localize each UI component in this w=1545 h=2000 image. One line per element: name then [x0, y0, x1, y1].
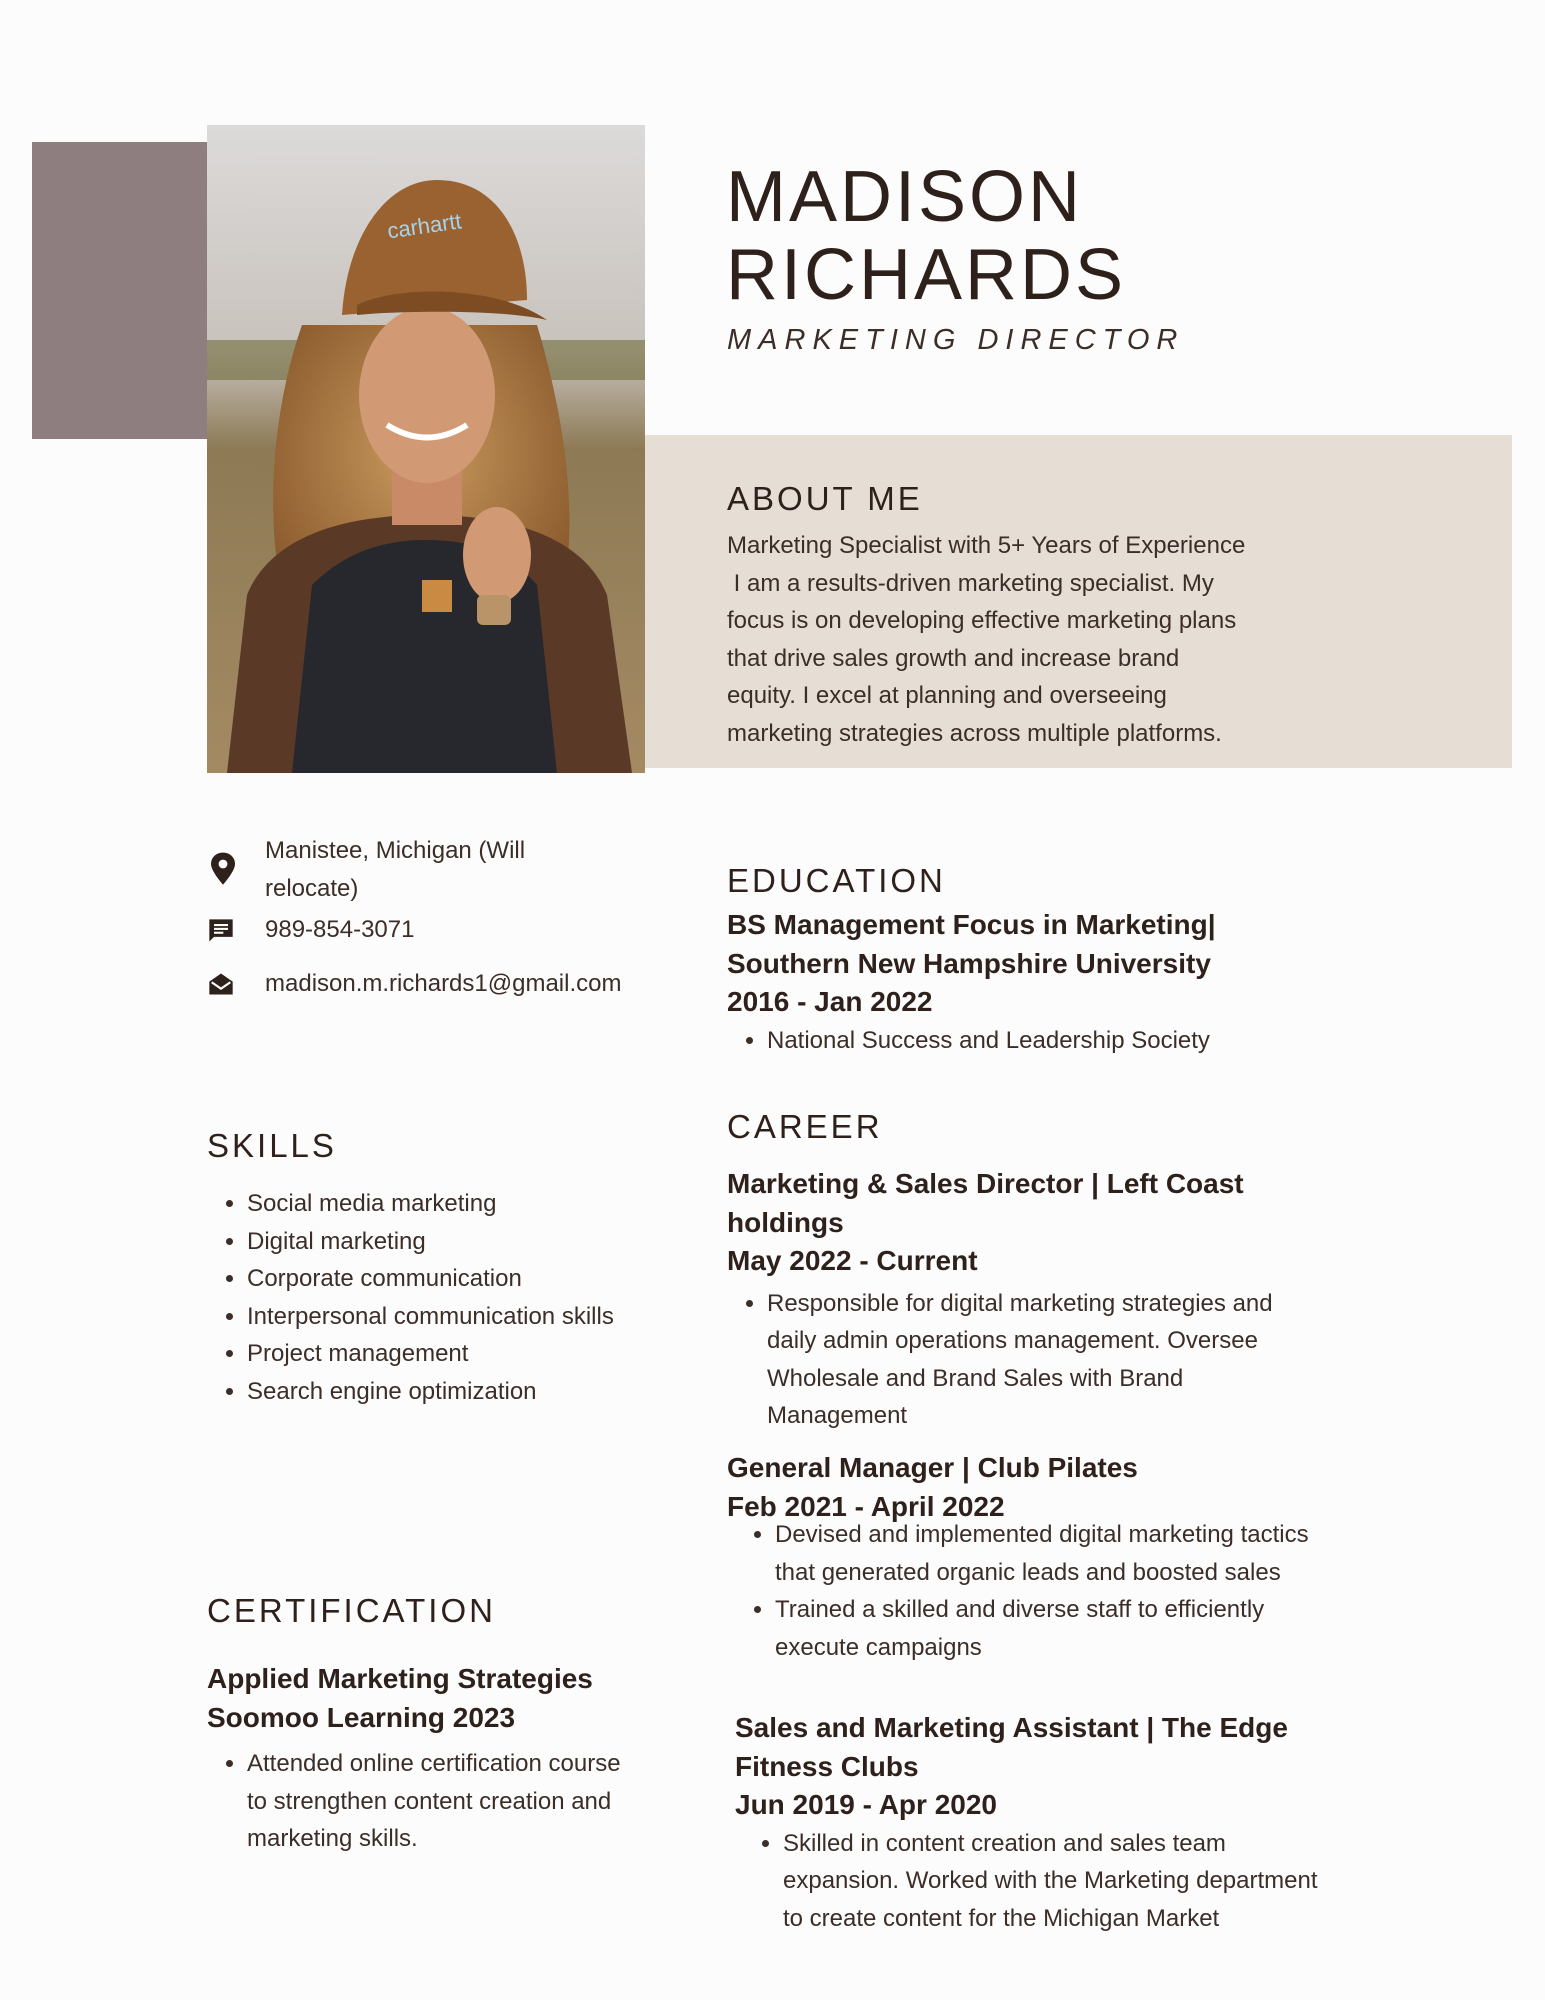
certification-title: Applied Marketing Strategies	[207, 1663, 593, 1694]
name-line-2: RICHARDS	[726, 235, 1127, 315]
contact-location	[207, 832, 677, 907]
job-title: General Manager | Club Pilates	[727, 1452, 1138, 1483]
about-line: focus is on developing effective marketing plans	[727, 607, 1237, 634]
job-title: Marketing & Sales Director | Left Coast holdings	[727, 1168, 1244, 1238]
list-item: • Digital marketing	[247, 1223, 687, 1261]
career-job-1	[727, 1165, 1297, 1435]
list-item: • Interpersonal communication skills	[247, 1298, 687, 1336]
list-item: • Responsible for digital marketing strategies and daily admin operations management. Oversee Wholesale and Brand Sales with Brand Management	[767, 1285, 1307, 1435]
name	[726, 158, 1126, 314]
education-list	[727, 1022, 1387, 1060]
job-list	[727, 1516, 1315, 1666]
profile-photo	[207, 125, 645, 773]
contact-phone	[207, 911, 677, 949]
about-line: I am a results-driven marketing specialist. My	[727, 569, 1214, 597]
name-line-1: MADISON	[726, 157, 1084, 237]
skills-list	[207, 1185, 687, 1410]
education-degree: BS Management Focus in Marketing|	[727, 909, 1216, 940]
list-item: • Attended online certification course to strengthen content creation and marketing skills.	[247, 1745, 647, 1858]
skills-heading: SKILLS	[207, 1127, 337, 1164]
envelope-icon	[207, 971, 235, 997]
list-item: • Social media marketing	[247, 1185, 687, 1223]
certification-issuer: Soomoo Learning 2023	[207, 1701, 516, 1733]
job-title: Sales and Marketing Assistant | The Edge Fitness Clubs	[735, 1712, 1288, 1782]
certification-entry	[207, 1660, 667, 1858]
job-dates: Jun 2019 - Apr 2020	[735, 1789, 997, 1820]
education-heading: EDUCATION	[727, 862, 946, 899]
phone-text: 989-854-3071	[265, 916, 415, 943]
email-text: madison.m.richards1@gmail.com	[265, 969, 622, 997]
list-item: • National Success and Leadership Society	[767, 1022, 1387, 1060]
list-item: • Skilled in content creation and sales team expansion. Worked with the Marketing department to create content for the Michigan Market	[783, 1825, 1323, 1938]
job-dates: Feb 2021 - April 2022	[727, 1490, 1005, 1522]
svg-text:carhartt: carhartt	[385, 208, 464, 244]
job-list	[727, 1285, 1307, 1435]
education-dates: 2016 - Jan 2022	[727, 986, 933, 1017]
contact-email	[207, 965, 677, 1003]
career-job-2	[727, 1449, 1327, 1666]
list-item: • Devised and implemented digital marketing tactics that generated organic leads and boosted sales	[775, 1516, 1315, 1591]
location-text: Manistee, Michigan (Will relocate)	[265, 837, 526, 902]
education-entry	[727, 906, 1387, 1059]
about-heading: ABOUT ME	[727, 480, 923, 517]
job-list	[735, 1825, 1323, 1938]
accent-block	[32, 142, 208, 439]
list-item: • Trained a skilled and diverse staff to efficiently execute campaigns	[775, 1591, 1315, 1666]
job-dates: May 2022 - Current	[727, 1245, 978, 1276]
job-title: MARKETING DIRECTOR	[727, 324, 1185, 356]
map-pin-icon	[207, 850, 239, 890]
career-job-3	[735, 1709, 1335, 1937]
career-heading: CAREER	[727, 1108, 883, 1145]
list-item: • Project management	[247, 1335, 687, 1373]
about-line: that drive sales growth and increase brand	[727, 644, 1180, 672]
certification-heading: CERTIFICATION	[207, 1592, 496, 1629]
about-text	[727, 527, 1447, 752]
contact-section	[207, 832, 677, 1002]
list-item: • Corporate communication	[247, 1260, 687, 1298]
list-item: • Search engine optimization	[247, 1373, 687, 1411]
about-line: marketing strategies across multiple platforms.	[727, 719, 1222, 747]
education-school: Southern New Hampshire University	[727, 947, 1211, 979]
message-icon	[207, 917, 235, 945]
certification-list	[207, 1745, 647, 1858]
about-line: Marketing Specialist with 5+ Years of Experience	[727, 532, 1246, 559]
about-line: equity. I excel at planning and overseeing	[727, 682, 1167, 709]
